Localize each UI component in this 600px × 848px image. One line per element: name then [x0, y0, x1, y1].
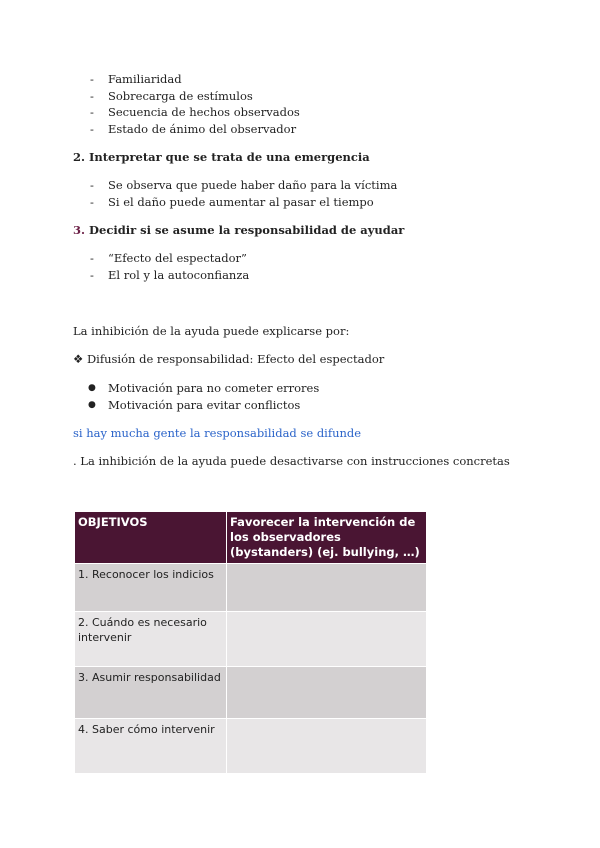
list-item: El rol y la autoconfianza — [108, 268, 250, 282]
list-item: Estado de ánimo del observador — [108, 122, 297, 136]
paragraph: La inhibición de la ayuda puede explicarse por: — [73, 324, 350, 338]
table-row — [75, 719, 427, 774]
table-cell — [227, 719, 427, 774]
dash: - — [90, 178, 94, 192]
header-cell: Favorecer la intervención de los observadores (bystanders) (ej. bullying, …) — [227, 512, 427, 564]
list-item: “Efecto del espectador” — [108, 251, 247, 265]
section-heading-2: 2. Interpretar que se trata de una emergencia — [73, 150, 370, 164]
table-cell: 1. Reconocer los indicios — [75, 564, 227, 612]
table-cell: 2. Cuándo es necesario intervenir — [75, 612, 227, 667]
list-item: Motivación para evitar conflictos — [108, 398, 301, 412]
bullet-icon: ● — [88, 383, 96, 393]
list-item: Familiaridad — [108, 72, 182, 86]
table-cell: 4. Saber cómo intervenir — [75, 719, 227, 774]
dash: - — [90, 105, 94, 119]
table-header-row — [75, 512, 427, 564]
diamond-list-item: ❖ Difusión de responsabilidad: Efecto del espectador — [73, 352, 385, 366]
list-item: Sobrecarga de estímulos — [108, 89, 253, 103]
paragraph: . La inhibición de la ayuda puede desactivarse con instrucciones concretas — [73, 454, 510, 468]
dash: - — [90, 251, 94, 265]
table-row — [75, 564, 427, 612]
table-cell: 3. Asumir responsabilidad — [75, 667, 227, 719]
table-cell — [227, 612, 427, 667]
list-item: Motivación para no cometer errores — [108, 381, 320, 395]
dash: - — [90, 268, 94, 282]
table-cell — [227, 667, 427, 719]
dash: - — [90, 122, 94, 136]
objectives-table — [75, 512, 427, 774]
header-cell: OBJETIVOS — [75, 512, 227, 564]
dash: - — [90, 195, 94, 209]
list-item: Se observa que puede haber daño para la víctima — [108, 178, 398, 192]
dash: - — [90, 72, 94, 86]
heading-text: Decidir si se asume la responsabilidad de ayudar — [89, 223, 405, 237]
section-heading-3 — [73, 222, 404, 238]
list-item: Secuencia de hechos observados — [108, 105, 300, 119]
heading-number: 3. — [73, 223, 86, 237]
list-item: Si el daño puede aumentar al pasar el tiempo — [108, 195, 374, 209]
table-cell — [227, 564, 427, 612]
bullet-icon: ● — [88, 400, 96, 410]
dash: - — [90, 89, 94, 103]
highlighted-note: si hay mucha gente la responsabilidad se difunde — [73, 426, 362, 440]
table-row — [75, 667, 427, 719]
table-row — [75, 612, 427, 667]
